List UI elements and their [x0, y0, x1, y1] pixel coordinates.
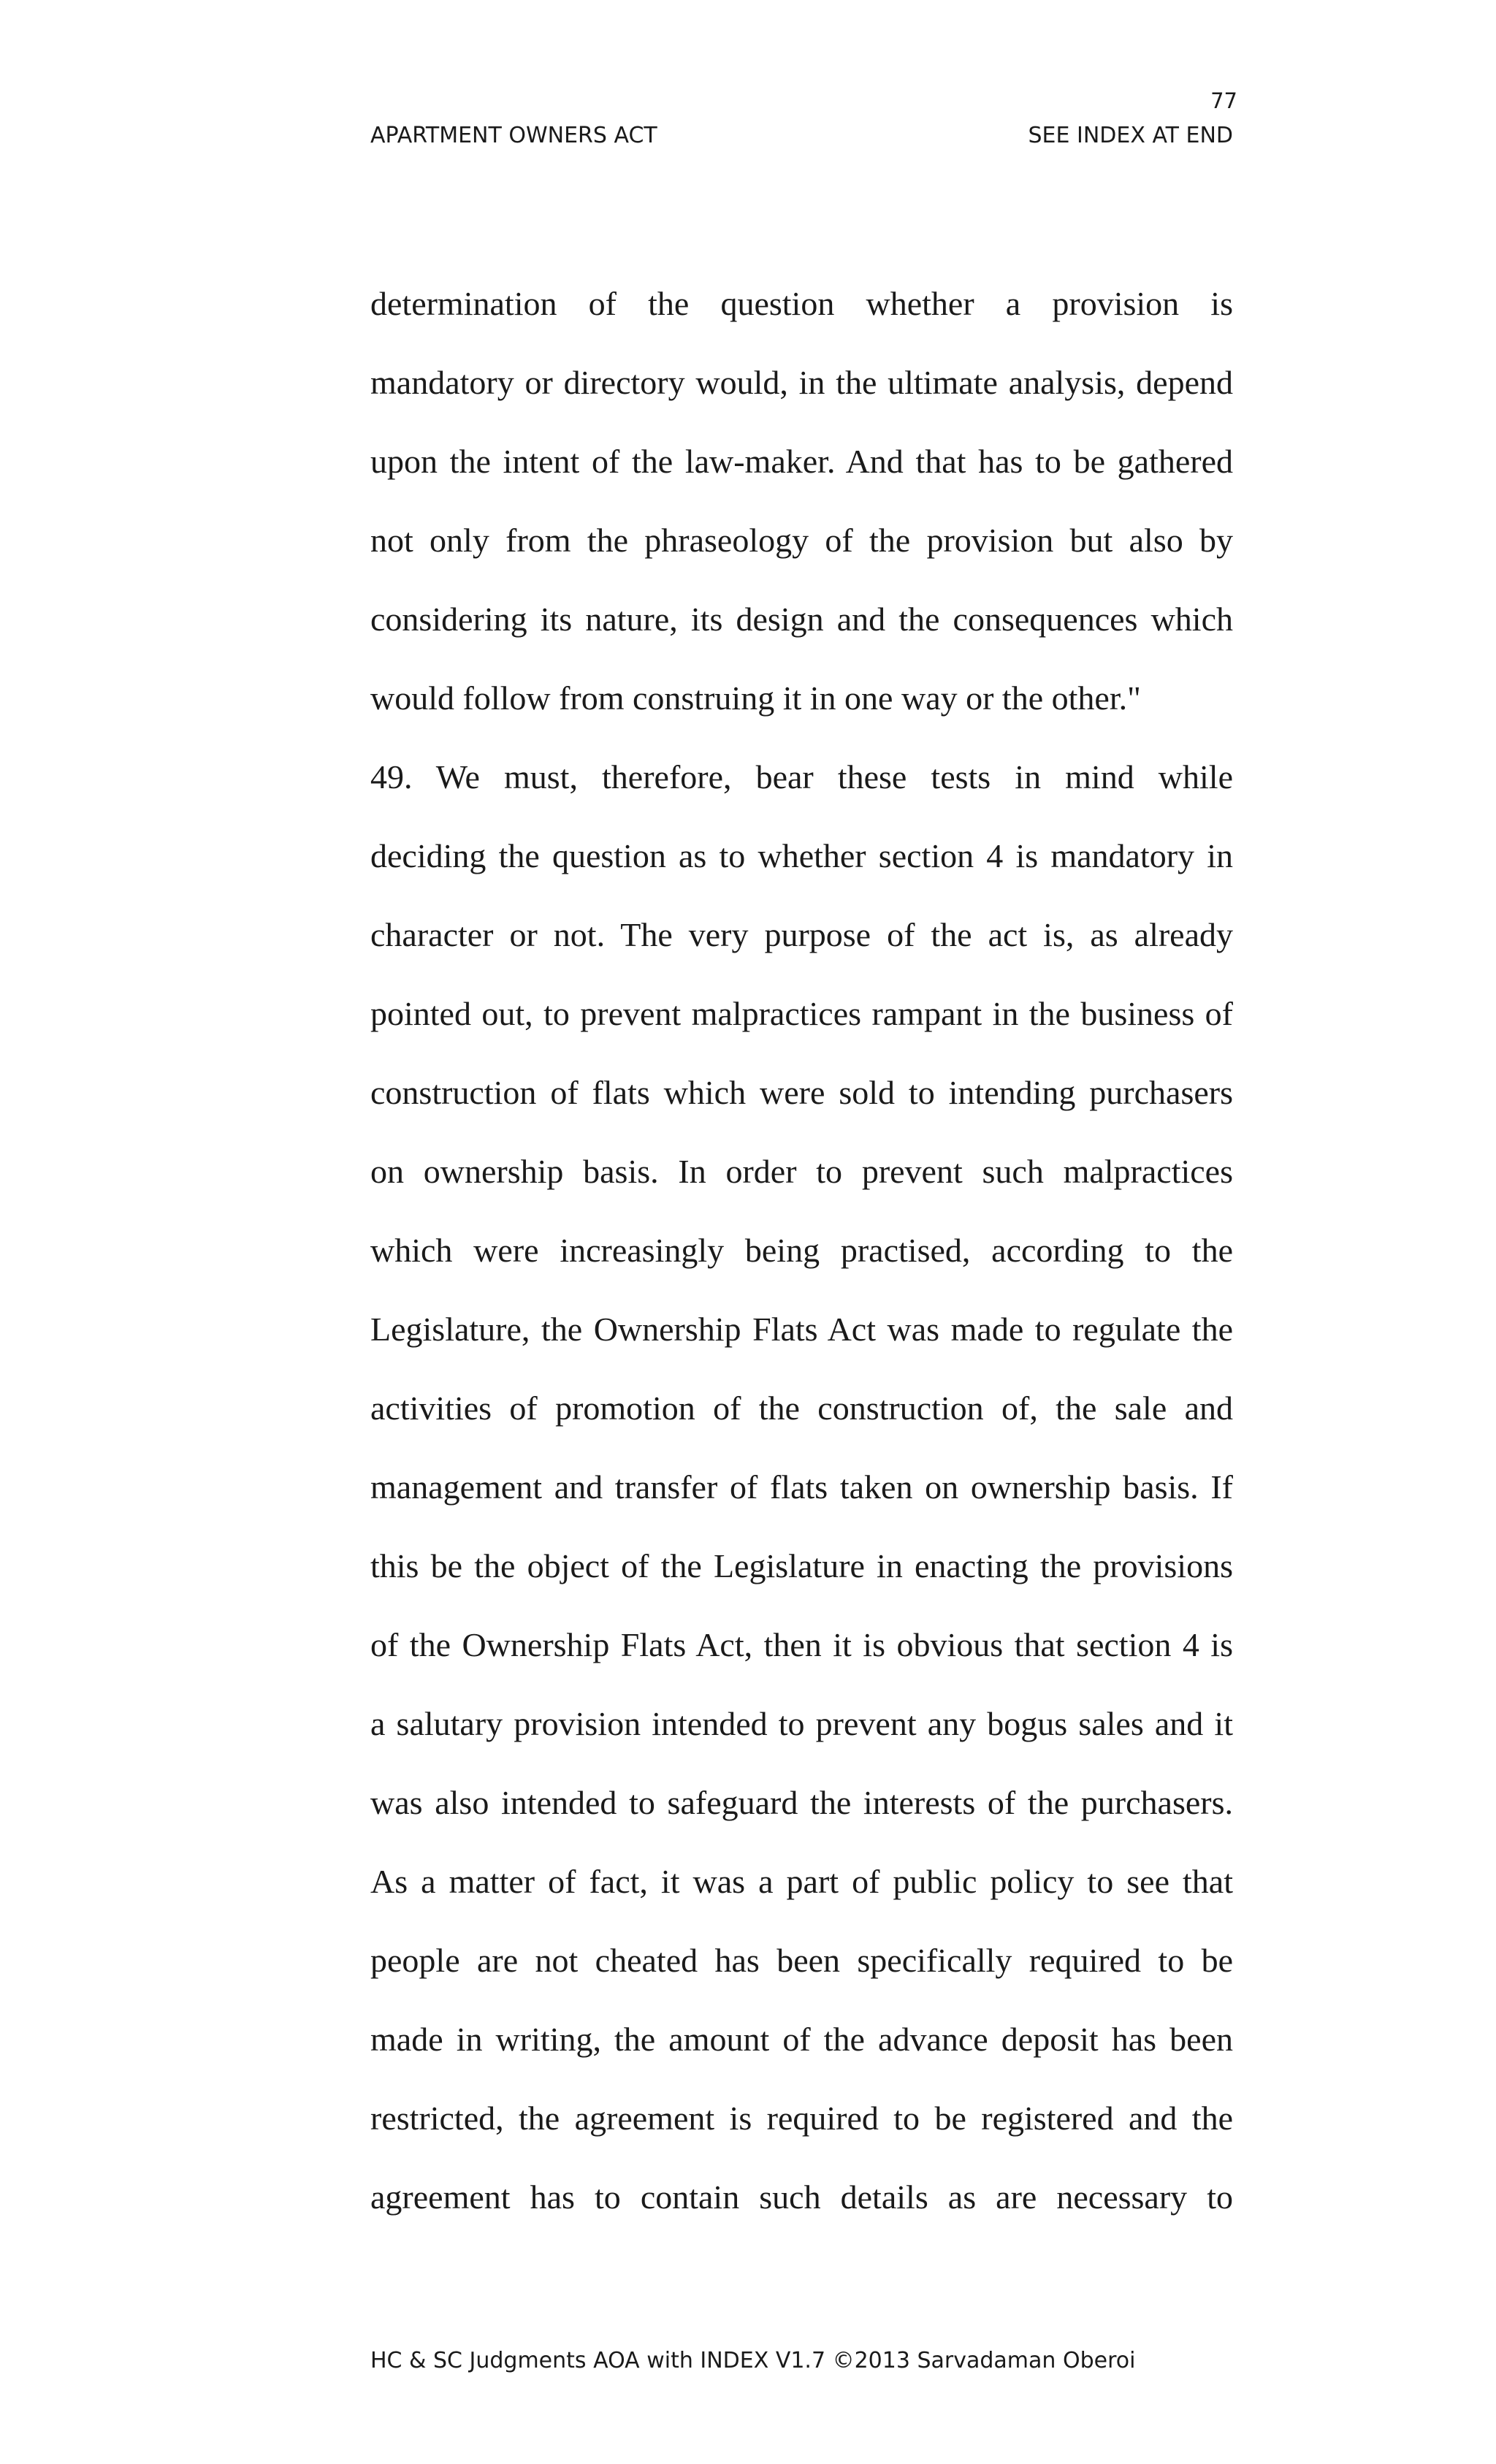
running-header	[370, 121, 1233, 150]
page-number: 77	[1210, 88, 1237, 113]
text-line: character or not. The very purpose of the act is, as already	[370, 916, 1233, 953]
text-line: would follow from construing it in one way or the other."	[370, 679, 1141, 717]
text-line: a salutary provision intended to prevent any bogus sales and it	[370, 1705, 1233, 1742]
text-line: determination of the question whether a provision is	[370, 285, 1233, 322]
text-line: this be the object of the Legislature in enacting the provisions	[370, 1547, 1233, 1584]
text-line: was also intended to safeguard the interests of the purchasers.	[370, 1784, 1233, 1821]
text-line: mandatory or directory would, in the ultimate analysis, depend	[370, 364, 1233, 401]
text-line: of the Ownership Flats Act, then it is obvious that section 4 is	[370, 1626, 1233, 1663]
header-title: APARTMENT OWNERS ACT	[370, 123, 657, 148]
text-line: deciding the question as to whether section 4 is mandatory in	[370, 837, 1233, 874]
text-line: pointed out, to prevent malpractices rampant in the business of	[370, 995, 1233, 1032]
text-line: considering its nature, its design and the consequences which	[370, 600, 1233, 638]
text-line: Legislature, the Ownership Flats Act was made to regulate the	[370, 1311, 1233, 1348]
text-line: upon the intent of the law-maker. And that has to be gathered	[370, 443, 1233, 480]
text-line: not only from the phraseology of the provision but also by	[370, 522, 1233, 559]
body-text	[370, 264, 1233, 2237]
footer: HC & SC Judgments AOA with INDEX V1.7 ©2013 Sarvadaman Oberoi	[370, 2348, 1136, 2373]
text-line: 49. We must, therefore, bear these tests in mind while	[370, 758, 1233, 796]
text-line: on ownership basis. In order to prevent such malpractices	[370, 1153, 1233, 1190]
text-line: people are not cheated has been specifically required to be	[370, 1942, 1233, 1979]
text-line: construction of flats which were sold to intending purchasers	[370, 1074, 1233, 1111]
text-line: agreement has to contain such details as are necessary to	[370, 2178, 1233, 2216]
text-line: made in writing, the amount of the advance deposit has been	[370, 2021, 1233, 2058]
text-line: As a matter of fact, it was a part of public policy to see that	[370, 1863, 1233, 1900]
header-index-note: SEE INDEX AT END	[1028, 123, 1233, 148]
text-line: activities of promotion of the construction of, the sale and	[370, 1389, 1233, 1427]
text-line: restricted, the agreement is required to be registered and the	[370, 2099, 1233, 2137]
text-line: which were increasingly being practised, according to the	[370, 1232, 1233, 1269]
text-line: management and transfer of flats taken on ownership basis. If	[370, 1468, 1233, 1506]
